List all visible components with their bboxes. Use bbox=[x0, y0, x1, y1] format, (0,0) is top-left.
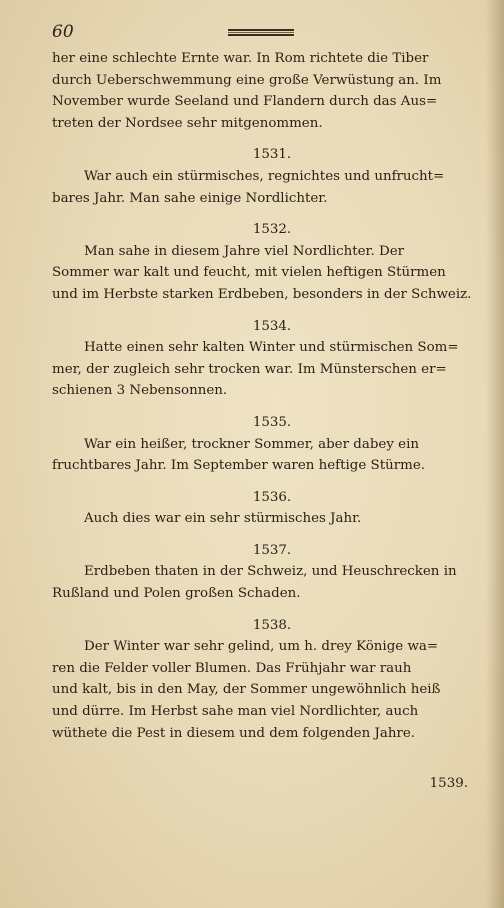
text-line: Sommer war kalt und feucht, mit vielen heftigen Stürmen bbox=[52, 265, 446, 281]
page-body bbox=[52, 48, 472, 744]
year-heading: 1534. bbox=[252, 318, 292, 334]
year-heading: 1535. bbox=[252, 414, 292, 430]
year-heading: 1531. bbox=[252, 147, 292, 163]
text-line: her eine schlechte Ernte war. In Rom richtete die Tiber bbox=[52, 51, 429, 66]
page-number: 60 bbox=[52, 22, 74, 42]
text-line: War ein heißer, trockner Sommer, aber dabey ein bbox=[84, 436, 419, 452]
year-heading: 1532. bbox=[252, 222, 292, 238]
text-line: Man sahe in diesem Jahre viel Nordlichter. Der bbox=[84, 243, 405, 259]
text-line: und dürre. Im Herbst sahe man viel Nordlichter, auch bbox=[52, 704, 419, 720]
year-entry-1532 bbox=[52, 219, 472, 305]
text-line: und im Herbste starken Erdbeben, besonders in der Schweiz. bbox=[52, 286, 472, 302]
catchword: 1539. bbox=[429, 776, 468, 791]
intro-paragraph bbox=[52, 48, 472, 134]
text-line: November wurde Seeland und Flandern durch das Aus= bbox=[52, 94, 438, 110]
page-header bbox=[52, 20, 464, 44]
text-line: wüthete die Pest in diesem und dem folgenden Jahre. bbox=[52, 725, 416, 741]
text-line: treten der Nordsee sehr mitgenommen. bbox=[52, 115, 323, 131]
text-line: Rußland und Polen großen Schaden. bbox=[52, 586, 301, 602]
text-line: durch Ueberschwemmung eine große Verwüstung an. Im bbox=[52, 72, 442, 88]
text-line: bares Jahr. Man sahe einige Nordlichter. bbox=[52, 190, 328, 206]
text-line: mer, der zugleich sehr trocken war. Im Münsterschen er= bbox=[52, 361, 447, 377]
text-line: ren die Felder voller Blumen. Das Frühjahr war rauh bbox=[52, 660, 412, 676]
year-entry-1538 bbox=[52, 615, 472, 745]
year-entry-1536 bbox=[52, 487, 472, 530]
text-line: und kalt, bis in den May, der Sommer ungewöhnlich heiß bbox=[52, 682, 441, 698]
year-heading: 1537. bbox=[252, 542, 292, 558]
year-entry-1534 bbox=[52, 316, 472, 402]
text-line: fruchtbares Jahr. Im September waren heftige Stürme. bbox=[52, 458, 426, 474]
text-line: Auch dies war ein sehr stürmisches Jahr. bbox=[84, 511, 362, 527]
year-entry-1537 bbox=[52, 540, 472, 605]
text-line: schienen 3 Nebensonnen. bbox=[52, 383, 228, 399]
year-heading: 1536. bbox=[252, 489, 292, 505]
header-ornament-rule bbox=[228, 29, 294, 36]
year-entry-1535 bbox=[52, 412, 472, 477]
text-line: War auch ein stürmisches, regnichtes und unfrucht= bbox=[84, 168, 445, 184]
text-line: Erdbeben thaten in der Schweiz, und Heuschrecken in bbox=[84, 564, 457, 580]
page-edge-shadow bbox=[486, 0, 504, 908]
text-line: Hatte einen sehr kalten Winter und stürmischen Som= bbox=[84, 340, 459, 356]
year-heading: 1538. bbox=[252, 617, 292, 633]
text-line: Der Winter war sehr gelind, um h. drey Könige wa= bbox=[84, 639, 439, 655]
year-entry-1531 bbox=[52, 144, 472, 209]
